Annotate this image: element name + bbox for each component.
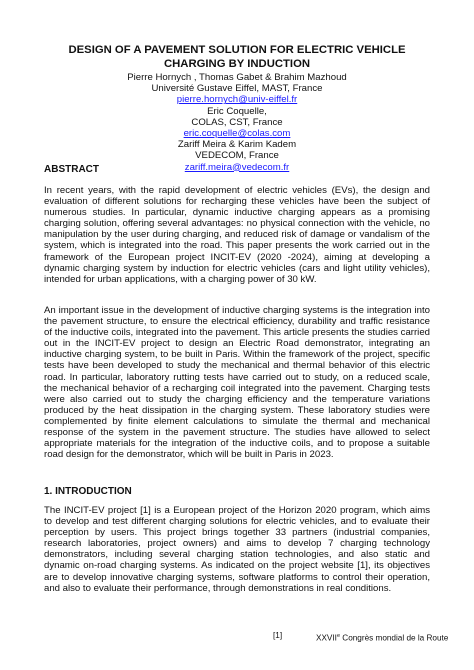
paper-page [44,44,430,594]
affiliation-2: COLAS, CST, France [191,116,283,128]
paper-title [44,44,430,71]
title-line-2: CHARGING BY INDUCTION [163,57,311,70]
author-names-3: Zariff Meira & Karim Kadem [177,139,297,151]
footer-conference [316,631,448,644]
paper-header [44,44,430,173]
email-link-1[interactable]: pierre.hornych@univ-eiffel.fr [176,94,298,106]
affiliation-3: VEDECOM, France [195,150,279,162]
affiliation-1: Université Gustave Eiffel, MAST, France [151,83,323,95]
email-link-3[interactable]: zariff.meira@vedecom.fr [184,161,290,173]
footer-page-ref: [1] [273,631,283,640]
footer-conf-roman: XXVII [316,633,337,643]
footer-conf-sup: e [336,633,340,639]
footer-conf-rest: Congrès mondial de la Route [340,633,449,643]
introduction-heading: 1. INTRODUCTION [44,486,132,497]
title-line-1: DESIGN OF A PAVEMENT SOLUTION FOR ELECTRIC VEHICLE [68,44,406,56]
abstract-paragraph-1: In recent years, with the rapid development of electric vehicles (EVs), the design and evaluation of different solutions for recharging these vehicles have been the subject of numerous studies. In particular, dynamic inductive charging appears as a promising charging solution, offering several advantages: no physical connection with the vehicle, no manipulation by the user during charging, and reduced risk of damage or vandalism of the system, which is integrated into the road. This paper presents the work carried out in the framework of the European project INCIT-EV (2020 -2024), aiming at developing a dynamic charging system by induction for electric vehicles (cars and light utility vehicles), intended for urban applications, with a charging power of 30 kW. [44,185,430,285]
abstract-heading: ABSTRACT [44,164,99,175]
author-names-1: Pierre Hornych , Thomas Gabet & Brahim Mazhoud [127,72,347,83]
author-names-2: Eric Coquelle, [207,105,267,117]
introduction-paragraph-1: The INCIT-EV project [1] is a European project of the Horizon 2020 program, which aims to develop and test different charging solutions for electric vehicles, and to evaluate their perception by users. This project brings together 33 partners (industrial companies, research laboratories, project owners) and aims to develop 7 charging technology demonstrators, including several charging station technologies, and also static and dynamic on-road charging systems. As indicated on the project website [1], its objectives are to develop innovative charging systems, software platforms to control their operation, and also to evaluate their performance, through demonstrations in real conditions. [44,505,430,594]
abstract-paragraph-2: An important issue in the development of inductive charging systems is the integration into the pavement structure, to ensure the electrical efficiency, durability and traffic resistance of the inductive coils, integrated into the pavement. This article presents the studies carried out in the INCIT-EV project to design an Electric Road demonstrator, integrating an inductive charging system, to be built in Paris. Within the framework of the project, specific tests have been developed to study the mechanical and thermal behavior of this electric road. In particular, laboratory rutting tests have carried out to study, on a reduced scale, the mechanical behavior of a recharging coil integrated into the pavement. Charging tests were also carried out to study the charging efficiency and the temperature variations produced by the heat dissipation in the charging system. These laboratory studies were complemented by finite element calculations to simulate the thermal and mechanical response of the system in the pavement structure. The studies have allowed to select appropriate materials for the integration of the inductive coils, and to propose a suitable road design for the demonstrator, which will be built in Paris in 2023. [44,305,430,461]
author-block [44,72,430,173]
email-link-2[interactable]: eric.coquelle@colas.com [183,128,291,140]
